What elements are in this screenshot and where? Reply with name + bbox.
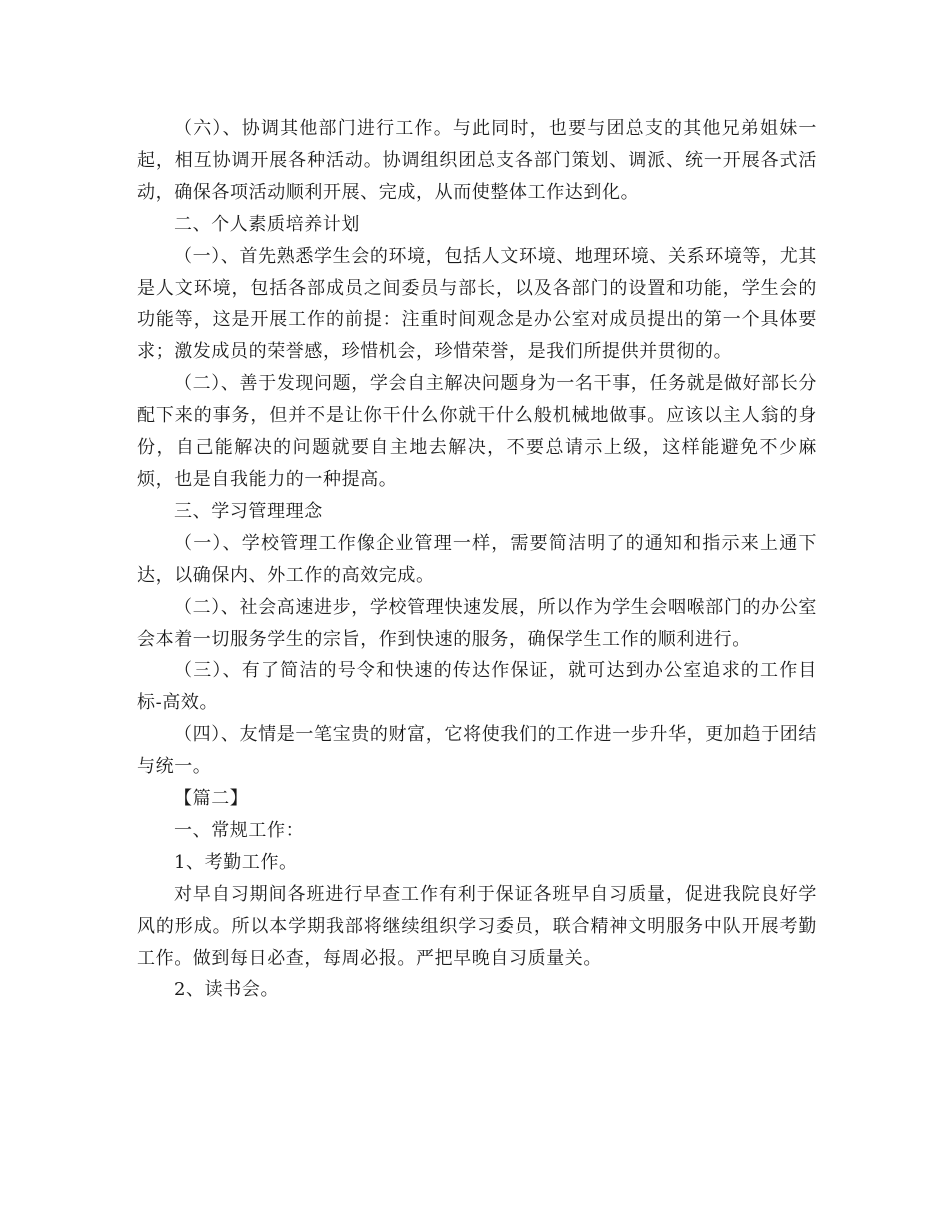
paragraph-coordinate-departments: （六）、协调其他部门进行工作。与此同时，也要与团总支的其他兄弟姐妹一起，相互协调开展各种活动。协调组织团总支各部门策划、调派、统一开展各式活动，确保各项活动顺利开展、完成，从而使整体工作达到化。 (137, 118, 817, 203)
heading-personal-quality-plan: 二、个人素质培养计划 (174, 213, 360, 235)
paragraph-management-notice: （一）、学校管理工作像企业管理一样，需要简洁明了的通知和指示来上通下达，以确保内、外工作的高效完成。 (137, 532, 817, 586)
document-body (137, 113, 817, 1006)
heading-management-concepts: 三、学习管理理念 (174, 500, 323, 522)
paragraph-familiarize-environment: （一）、首先熟悉学生会的环境，包括人文环境、地理环境、关系环境等，尤其是人文环境，包括各部成员之间委员与部长，以及各部门的设置和功能，学生会的功能等，这是开展工作的前提：注重时间观念是办公室对成员提出的第一个具体要求；激发成员的荣誉感，珍惜机会，珍惜荣誉，是我们所提供并贯彻的。 (137, 245, 817, 363)
paragraph-fast-service: （二）、社会高速进步，学校管理快速发展，所以作为学生会咽喉部门的办公室会本着一切服务学生的宗旨，作到快速的服务，确保学生工作的顺利进行。 (137, 596, 817, 650)
paragraph-discover-problems: （二）、善于发现问题，学会自主解决问题身为一名干事，任务就是做好部长分配下来的事务，但并不是让你干什么你就干什么般机械地做事。应该以主人翁的身份，自己能解决的问题就要自主地去解决，不要总请示上级，这样能避免不少麻烦，也是自我能力的一种提高。 (137, 373, 817, 490)
paragraph-morning-study-check: 对早自习期间各班进行早查工作有利于保证各班早自习质量，促进我院良好学风的形成。所以本学期我部将继续组织学习委员，联合精神文明服务中队开展考勤工作。做到每日必查，每周必报。严把早晚自习质量关。 (137, 883, 817, 969)
section-title-part-two: 【篇二】 (174, 788, 249, 810)
paragraph-efficiency-goal: （三）、有了简洁的号令和快速的传达作保证，就可达到办公室追求的工作目标-高效。 (137, 660, 817, 714)
paragraph-friendship: （四）、友情是一笔宝贵的财富，它将使我们的工作进一步升华，更加趋于团结与统一。 (137, 724, 817, 778)
heading-reading-club: 2、读书会。 (174, 979, 280, 1001)
heading-attendance: 1、考勤工作。 (174, 851, 298, 873)
heading-routine-work: 一、常规工作： (174, 819, 305, 841)
